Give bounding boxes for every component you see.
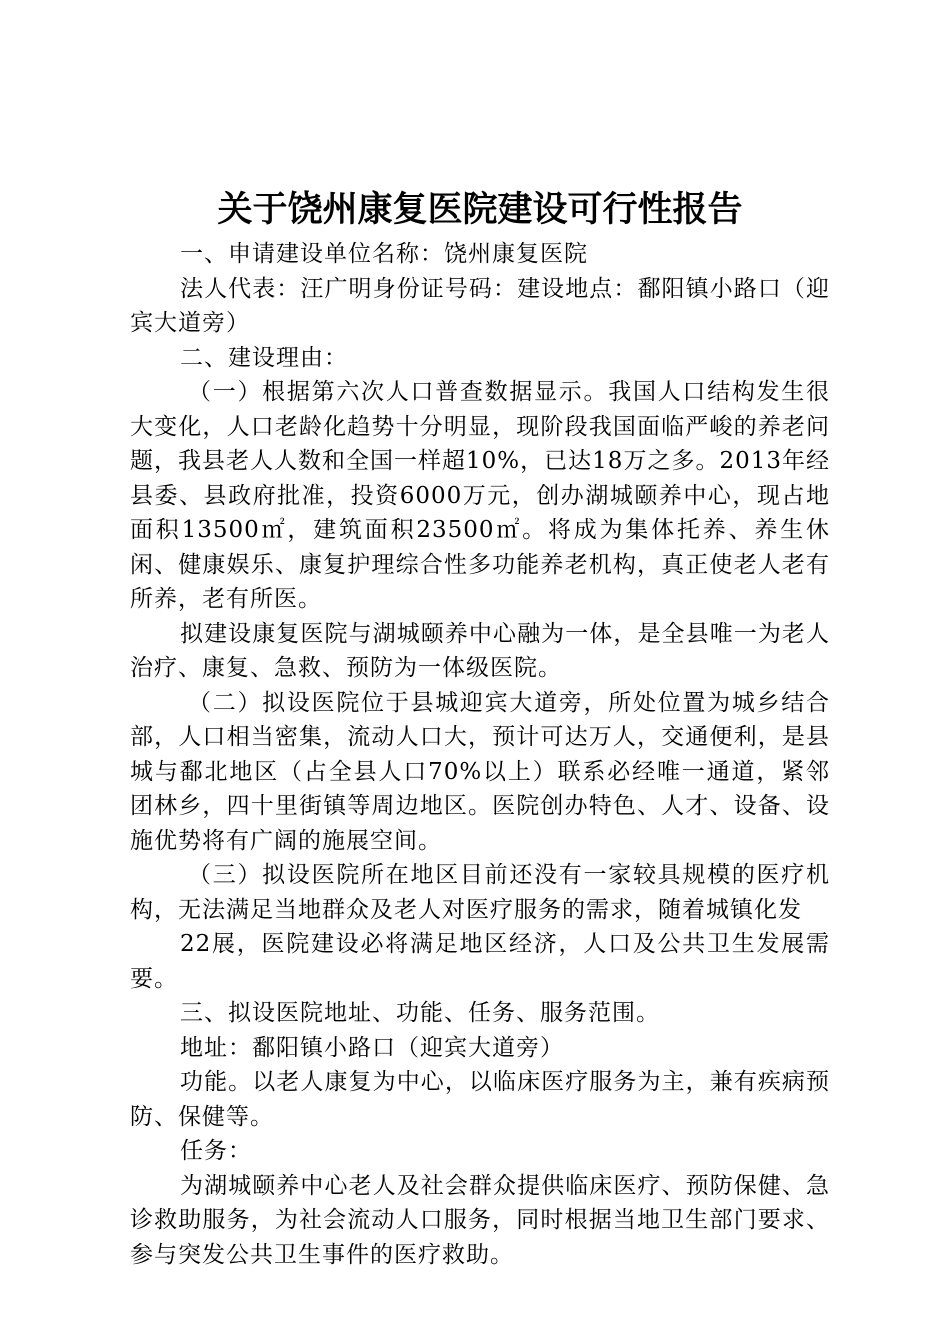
paragraph: 22展，医院建设必将满足地区经济，人口及公共卫生发展需要。 — [130, 931, 830, 992]
document-body — [130, 237, 830, 1272]
paragraph: 二、建设理由： — [180, 344, 348, 371]
paragraph: （一）根据第六次人口普查数据显示。我国人口结构发生很大变化，人口老龄化趋势十分明显，现阶段我国面临严峻的养老问题，我县老人人数和全国一样超10%，已达18万之多。2013年经县委、县政府批准，投资6000万元，创办湖城颐养中心，现占地面积13500㎡，建筑面积23500㎡。将成为集体托养、养生休闲、健康娱乐、康复护理综合性多功能养老机构，真正使老人老有所养，老有所医。 — [130, 379, 830, 612]
paragraph: 拟建设康复医院与湖城颐养中心融为一体，是全县唯一为老人治疗、康复、急救、预防为一体级医院。 — [130, 620, 830, 681]
paragraph: （三）拟设医院所在地区目前还没有一家较具规模的医疗机构，无法满足当地群众及老人对医疗服务的需求，随着城镇化发 — [130, 862, 830, 923]
document-page — [130, 185, 830, 1272]
paragraph: 功能。以老人康复为中心，以临床医疗服务为主，兼有疾病预防、保健等。 — [130, 1069, 830, 1130]
paragraph: 一、申请建设单位名称：饶州康复医院 — [180, 241, 588, 267]
paragraph: 三、拟设医院地址、功能、任务、服务范围。 — [180, 1000, 660, 1026]
paragraph: 为湖城颐养中心老人及社会群众提供临床医疗、预防保健、急诊救助服务，为社会流动人口服务，同时根据当地卫生部门要求、参与突发公共卫生事件的医疗救助。 — [130, 1172, 830, 1268]
paragraph: （二）拟设医院位于县城迎宾大道旁，所处位置为城乡结合部，人口相当密集，流动人口大，预计可达万人，交通便利，是县城与鄱北地区（占全县人口70%以上）联系必经唯一通道，紧邻团林乡，四十里街镇等周边地区。医院创办特色、人才、设备、设施优势将有广阔的施展空间。 — [130, 689, 830, 854]
document-title: 关于饶州康复医院建设可行性报告 — [217, 190, 743, 230]
paragraph: 地址：鄱阳镇小路口（迎宾大道旁） — [180, 1034, 564, 1061]
paragraph: 任务： — [180, 1138, 252, 1164]
paragraph: 法人代表：汪广明身份证号码：建设地点：鄱阳镇小路口（迎宾大道旁） — [130, 275, 830, 336]
